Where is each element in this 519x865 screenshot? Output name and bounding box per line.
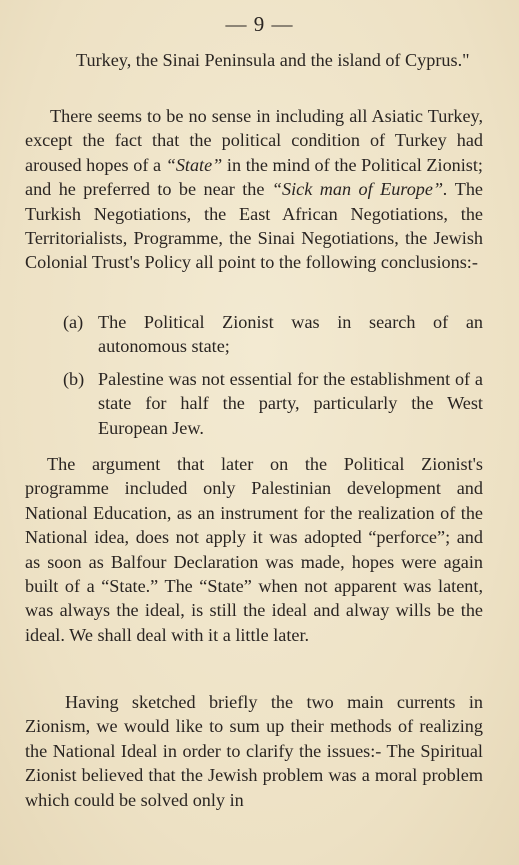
state-phrase: “State” xyxy=(165,154,223,175)
paragraph-1-text-a: There seems to be no sense in including all Asiatic Turkey, except the fact that the political condition of Turkey had aroused hopes of a xyxy=(25,106,483,175)
paragraph-1-text-c: The Turkish Negotiations, the East African Negotiations, the Territorialists, Programme, the Sinai Negotiations, the Jewish Colonial Trust's Policy all point to the following conclusions:- xyxy=(25,179,484,273)
list-item-a-text: The Political Zionist was in search of an autonomous state; xyxy=(98,312,483,357)
sick-man-phrase: “Sick man of Europe”. xyxy=(271,179,448,200)
paragraph-3: Having sketched briefly the two main currents in Zionism, we would like to sum up their methods of realizing the National Ideal in order to clarify the issues:- The Spiritual Zionist believed that the Jewish problem was a moral problem which could be solved only in xyxy=(25,692,483,810)
list-marker-a: (a) xyxy=(63,312,84,332)
paragraph-1 xyxy=(25,104,483,275)
list-marker-b: (b) xyxy=(63,369,85,389)
list-item-b-text: Palestine was not essential for the establishment of a state for half the party, particularly the West European Jew. xyxy=(98,369,483,438)
page-number: — 9 — xyxy=(225,12,294,36)
paragraph-2: The argument that later on the Political Zionist's programme included only Palestinian development and National Education, as an instrument for the realization of the National idea, does not apply it was adopted “perforce”; and as soon as Balfour Declaration was made, hopes were again built of a “State.” The “State” when not apparent was latent, was always the ideal, is still the ideal and alway wills be the ideal. We shall deal with it a little later. xyxy=(25,454,483,645)
quote-continuation: Turkey, the Sinai Peninsula and the island of Cyprus." xyxy=(76,50,470,70)
paragraph-1-text-b: in the mind of the Political Zionist; and he preferred to be near the xyxy=(25,154,483,200)
